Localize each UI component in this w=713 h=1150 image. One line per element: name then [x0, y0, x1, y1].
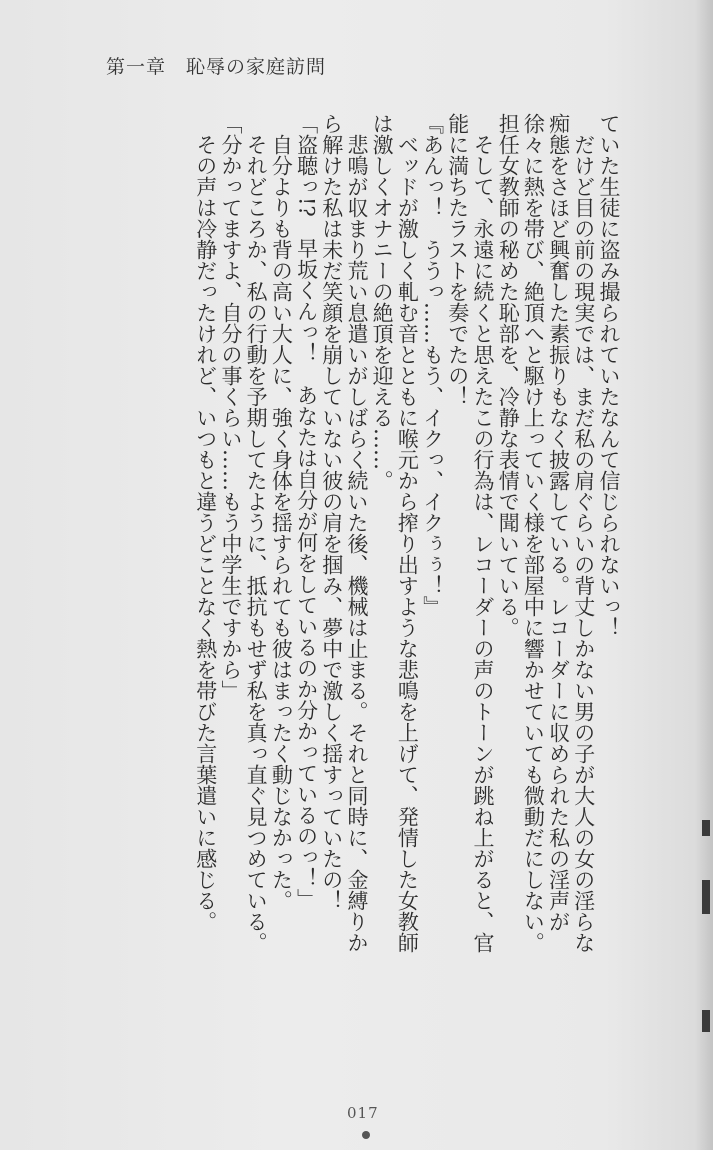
folio-dot-ornament [362, 1131, 370, 1139]
text-line: 『あんっ！ ううっ……もう、イクっ、イクぅぅ！』 [420, 113, 445, 617]
text-line: は激しくオナニーの絶頂を迎える……。 [370, 113, 395, 491]
text-line: それどころか、私の行動を予期してたように、抵抗もせず私を真っ直ぐ見つめている。 [244, 113, 269, 953]
body-text [101, 113, 621, 1033]
page-edge-mark [702, 1010, 710, 1032]
text-line: 「盗聴っ!? 早坂くんっ！ あなたは自分が何をしているのか分かっているのっ！」 [294, 113, 319, 910]
page-edge-shadow [695, 0, 713, 1150]
running-head: 第一章 恥辱の家庭訪問 [106, 56, 327, 78]
text-line: 痴態をさほど興奮した素振りもなく披露している。レコーダーに収められた私の淫声が [546, 113, 571, 932]
text-line: 担任女教師の秘めた恥部を、冷静な表情で聞いている。 [496, 113, 521, 638]
text-line: その声は冷静だったけれど、いつもと違うどことなく熱を帯びた言葉遣いに感じる。 [193, 113, 218, 932]
page-edge-mark [702, 880, 710, 914]
page-edge-mark [702, 820, 710, 836]
text-line: ら解けた私は未だ笑顔を崩していない彼の肩を掴み、夢中で激しく揺すっていたの！ [319, 113, 344, 911]
text-line: 自分よりも背の高い大人に、強く身体を揺すられても彼はまったく動じなかった。 [269, 113, 294, 911]
text-line: 能に満ちたラストを奏でたの！ [445, 113, 470, 407]
text-line: 徐々に熱を帯び、絶頂へと駆け上っていく様を部屋中に響かせていても微動だにしない。 [521, 113, 546, 953]
text-line: ベッドが激しく軋む音とともに喉元から搾り出すような悲鳴を上げて、発情した女教師 [395, 113, 420, 953]
text-line: そして、永遠に続くと思えたこの行為は、レコーダーの声のトーンが跳ね上がると、官 [470, 113, 495, 953]
text-line: 「分かってますよ、自分の事くらい……もう中学生ですから」 [218, 113, 243, 701]
page-number: 017 [347, 1104, 379, 1122]
text-line: ていた生徒に盗み撮られていたなんて信じられないっ！ [597, 113, 621, 638]
text-line: 悲鳴が収まり荒い息遣いがしばらく続いた後、機械は止まる。それと同時に、金縛りか [344, 113, 369, 953]
text-line: だけど目の前の現実では、まだ私の肩ぐらいの背丈しかない男の子が大人の女の淫らな [571, 113, 596, 953]
